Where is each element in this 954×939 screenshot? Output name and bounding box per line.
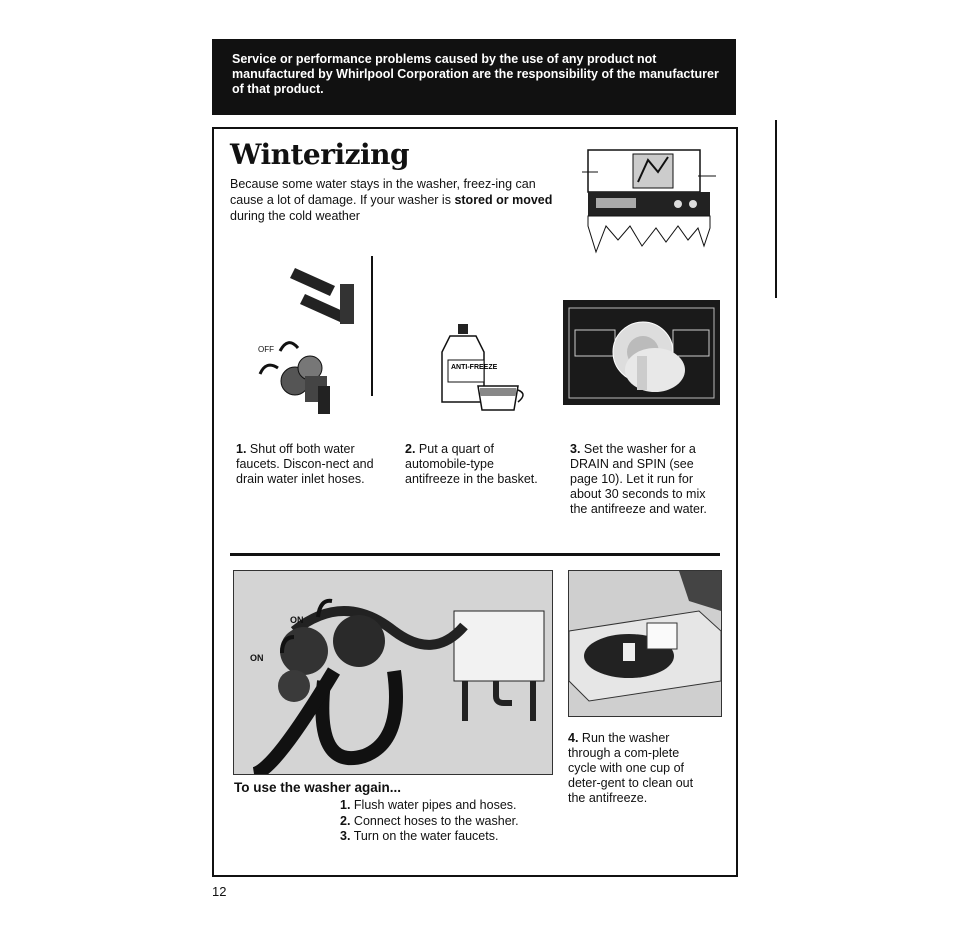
item-number: 3. (340, 829, 351, 843)
step-number: 1. (236, 442, 247, 456)
step-text: Run the washer through a com-plete cycle with one cup of deter-gent to clean out the antifreeze. (568, 731, 694, 805)
item-text: Flush water pipes and hoses. (353, 798, 517, 812)
step-4 (568, 731, 708, 806)
frozen-washer-illustration (578, 142, 720, 264)
intro-paragraph (230, 176, 570, 224)
step-number: 4. (568, 731, 579, 745)
hoses-photo (233, 570, 553, 775)
page-number: 12 (212, 884, 227, 899)
step-number: 3. (570, 442, 581, 456)
margin-rule (775, 120, 777, 298)
on-label-2: ON (250, 653, 264, 663)
list-item (340, 798, 519, 814)
use-again-heading: To use the washer again... (234, 780, 402, 795)
intro-bold: stored or moved (454, 193, 553, 207)
control-dial-illustration (563, 300, 720, 405)
disclaimer-banner: Service or performance problems caused by the use of any product not manufactured by Whirlpool Corporation are the responsibility of the manufacturer of that product. (212, 39, 736, 115)
section-divider (230, 553, 720, 556)
step-1 (236, 442, 386, 487)
off-label: OFF (258, 345, 274, 354)
detergent-photo (568, 570, 722, 717)
item-number: 2. (340, 813, 351, 828)
section-title: Winterizing (230, 138, 410, 171)
step-2 (405, 442, 545, 487)
item-number: 1. (340, 798, 351, 812)
list-item (340, 829, 519, 845)
intro-text-2: during the cold weather (230, 209, 360, 223)
use-again-list (340, 798, 519, 845)
antifreeze-illustration (436, 322, 532, 414)
step-number: 2. (405, 442, 416, 456)
step-text: Shut off both water faucets. Discon-nect and drain water inlet hoses. (236, 442, 374, 486)
step-text: Set the washer for a DRAIN and SPIN (see page 10). Let it run for about 30 seconds to mix the antifreeze and water. (570, 442, 707, 516)
item-text: Turn on the water faucets. (353, 829, 499, 843)
faucet-illustration (250, 256, 380, 416)
list-item (340, 814, 519, 830)
on-label-1: ON (290, 615, 304, 625)
item-text: Connect hoses to the washer. (353, 813, 519, 828)
step-3 (570, 442, 720, 517)
antifreeze-label: ANTI-FREEZE (451, 364, 498, 371)
step-text: Put a quart of automobile-type antifreeze in the basket. (405, 442, 538, 486)
intro-text-1: Because some water stays in the washer, freez-ing can cause a lot of damage. If your washer is (230, 177, 536, 207)
